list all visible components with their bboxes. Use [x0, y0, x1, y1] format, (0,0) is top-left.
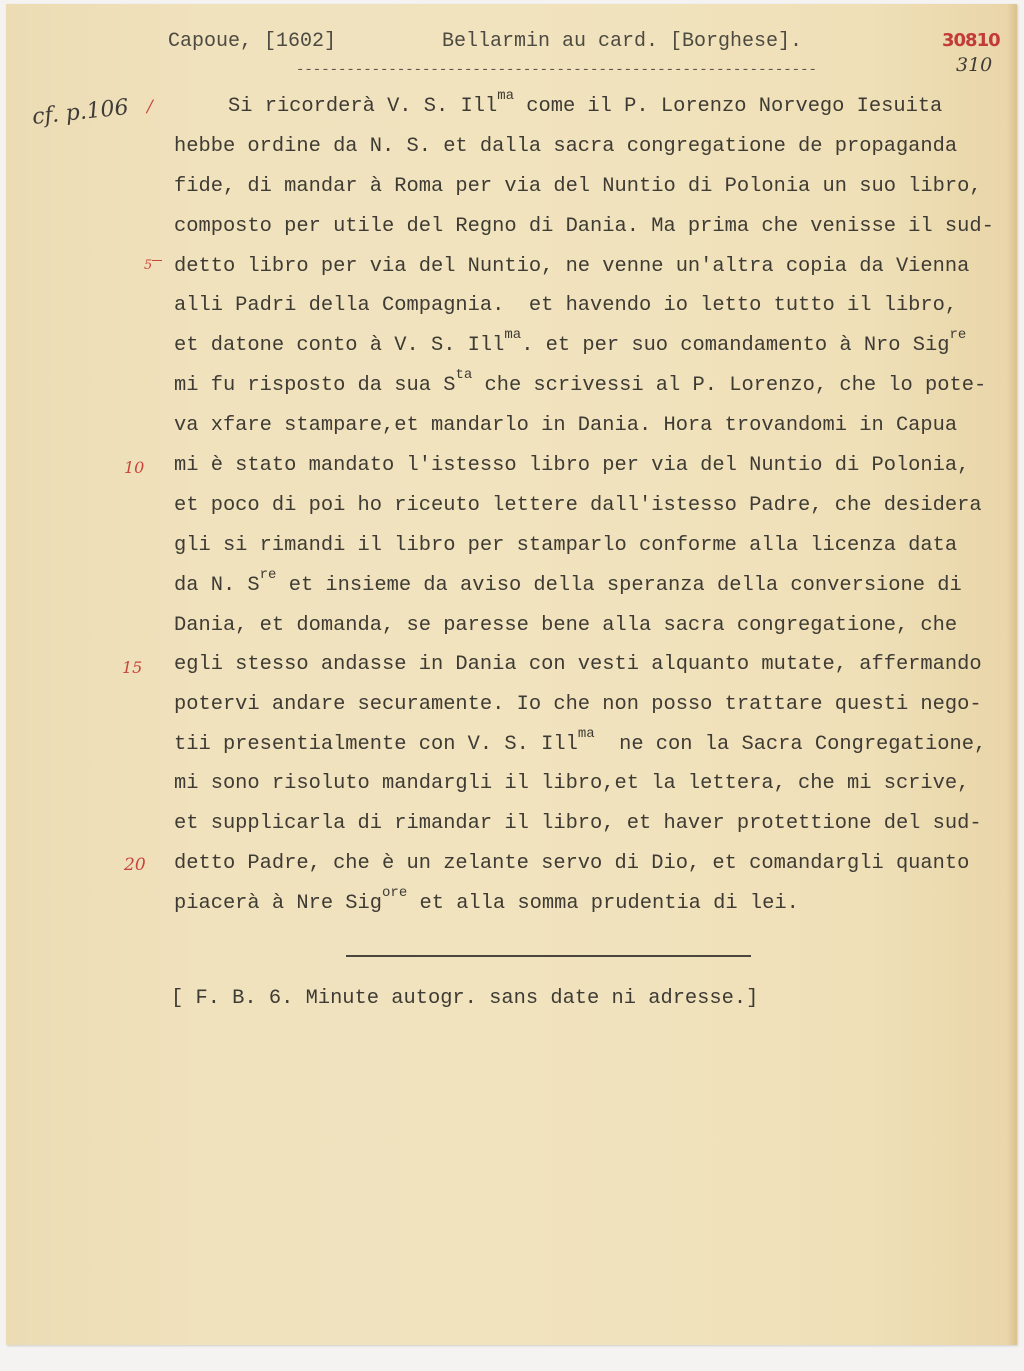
- text-line: alli Padri della Compagnia. et havendo io letto tutto il libro,: [174, 294, 958, 317]
- line-marker-1: /: [147, 97, 153, 117]
- text-line: et supplicarla di rimandar il libro, et haver protettione del sud-: [174, 812, 982, 835]
- folio-stamp: 30810: [942, 30, 1000, 51]
- header-underline: --------------------------------------------------------------: [296, 62, 817, 78]
- text-line: mi è stato mandato l'istesso libro per via del Nuntio di Polonia,: [174, 454, 970, 477]
- closing-rule: [346, 955, 751, 957]
- text-line: et poco di poi ho riceuto lettere dall'istesso Padre, che desidera: [174, 494, 982, 517]
- text-line: potervi andare securamente. Io che non posso trattare questi nego-: [174, 693, 982, 716]
- text-line: hebbe ordine da N. S. et dalla sacra congregatione de propaganda: [174, 135, 958, 158]
- text-line: piacerà à Nre Sig$^{ore}$ et alla somma prudentia di lei.: [174, 885, 799, 915]
- line-marker-10: 10: [124, 458, 145, 477]
- text-line: mi sono risoluto mandargli il libro,et la lettera, che mi scrive,: [174, 772, 970, 795]
- text-line: tii presentialmente con V. S. Ill$^{ma}$ ne con la Sacra Congregatione,: [174, 726, 987, 756]
- text-line: egli stesso andasse in Dania con vesti alquanto mutate, affermando: [174, 653, 982, 676]
- text-line: composto per utile del Regno di Dania. Ma prima che venisse il sud-: [174, 215, 994, 238]
- text-line: Si ricorderà V. S. Ill$^{ma}$ come il P. Lorenzo Norvego Iesuita: [228, 88, 943, 118]
- text-line: detto Padre, che è un zelante servo di Dio, et comandargli quanto: [174, 852, 970, 875]
- folio-handwritten: 310: [956, 54, 993, 76]
- text-line: da N. $S^{re}$ et insieme da aviso della speranza della conversione di: [174, 567, 962, 597]
- text-line: va xfare stampare,et mandarlo in Dania. Hora trovandomi in Capua: [174, 414, 958, 437]
- document-page: [6, 4, 1017, 1345]
- line-marker-5: 5: [144, 258, 153, 273]
- text-line: detto libro per via del Nuntio, ne venne un'altra copia da Vienna: [174, 255, 970, 278]
- footer-source-note: [ F. B. 6. Minute autogr. sans date ni adresse.]: [171, 987, 759, 1010]
- line-marker-5-tick: [152, 260, 162, 261]
- text-line: fide, di mandar à Roma per via del Nuntio di Polonia un suo libro,: [174, 175, 982, 198]
- text-line: Dania, et domanda, se paresse bene alla sacra congregatione, che: [174, 614, 958, 637]
- line-marker-15: 15: [122, 658, 143, 677]
- header-title: Bellarmin au card. [Borghese].: [442, 30, 803, 53]
- text-line: et datone conto à V. S. Ill$^{ma}$. et per suo comandamento à Nro Sig$^{re}$: [174, 327, 967, 357]
- text-line: mi fu risposto da sua $S^{ta}$ che scrivessi al P. Lorenzo, che lo pote-: [174, 367, 987, 397]
- margin-reference-note: cf. p.106: [30, 95, 130, 130]
- text-line: gli si rimandi il libro per stamparlo conforme alla licenza data: [174, 534, 958, 557]
- line-marker-20: 20: [124, 855, 146, 875]
- header-place-date: Capoue, [1602]: [168, 30, 337, 53]
